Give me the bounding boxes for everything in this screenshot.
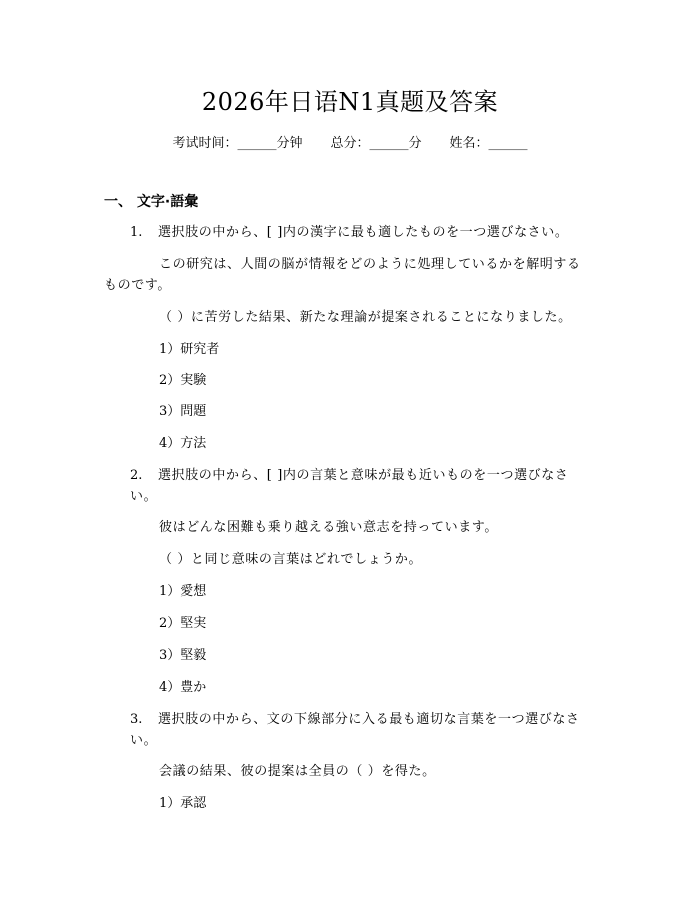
question-2-prompt: （ ）と同じ意味の言葉はどれでしょうか。 (159, 552, 423, 567)
question-1-prompt: （ ）に苦労した結果、新たな理論が提案されることになりました。 (159, 310, 572, 325)
question-number: 2. (130, 468, 143, 483)
question-instruction-text: 選択肢の中から、文の下線部分に入る最も適切な言葉を一つ選びなさい。 (130, 712, 580, 748)
question-1-passage: この研究は、人間の脳が情報をどのように処理しているかを解明するものです。 (104, 257, 581, 293)
question-2-instruction (130, 465, 582, 507)
exam-info-line (0, 132, 700, 151)
question-number: 1. (130, 225, 143, 240)
total-score-field: 总分：______分 (330, 136, 422, 151)
question-1-option-2: 2）実験 (159, 373, 207, 388)
question-instruction-text: 選択肢の中から、[ ]内の漢字に最も適したものを一つ選びなさい。 (158, 225, 569, 240)
section-heading: 一、 文字·語彙 (104, 194, 199, 210)
question-3-instruction (130, 709, 582, 751)
question-1-option-1: 1）研究者 (159, 342, 220, 357)
question-2-option-4: 4）豊か (159, 680, 207, 695)
question-2-option-3: 3）堅毅 (159, 648, 207, 663)
question-number: 3. (130, 712, 143, 727)
name-field: 姓名：______ (449, 136, 528, 151)
question-1-instruction (130, 222, 582, 243)
page-title: 2026年日语N1真题及答案 (201, 88, 499, 116)
exam-time-field: 考试时间：______分钟 (172, 136, 303, 151)
question-2-option-1: 1）愛想 (159, 584, 207, 599)
question-3-option-1: 1）承認 (159, 796, 207, 811)
question-2-passage: 彼はどんな困難も乗り越える強い意志を持っています。 (159, 520, 498, 535)
question-instruction-text: 選択肢の中から、[ ]内の言葉と意味が最も近いものを一つ選びなさい。 (130, 468, 569, 504)
question-2-option-2: 2）堅実 (159, 616, 207, 631)
question-1-option-3: 3）問題 (159, 404, 207, 419)
question-1-option-4: 4）方法 (159, 436, 207, 451)
question-3-passage: 会議の結果、彼の提案は全員の（ ）を得た。 (159, 764, 436, 779)
